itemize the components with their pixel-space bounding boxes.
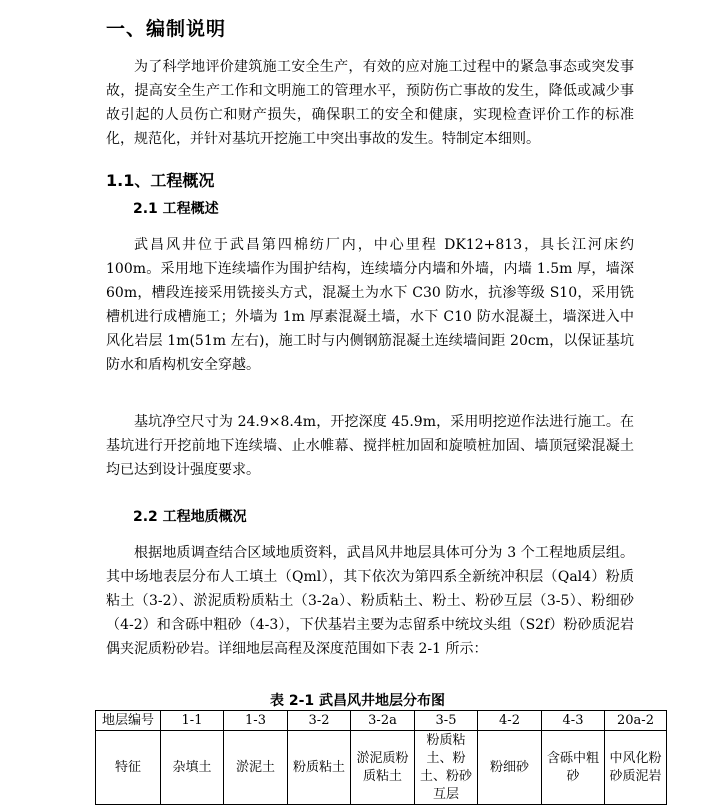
project-overview-paragraph-2: 基坑净空尺寸为 24.9×8.4m，开挖深度 45.9m，采用明挖逆作法进行施工。在基坑进行开挖前地下连续墙、止水帷幕、搅拌桩加固和旋喷桩加固、墙顶冠梁混凝土均已达到设计强度要求。 [106,414,634,478]
table-cell: 特征 [96,731,161,805]
overview-heading: 1.1、工程概况 [106,171,215,190]
project-overview-paragraph-1: 武昌风井位于武昌第四棉纺厂内，中心里程 DK12+813，具长江河床约 100m。采用地下连续墙作为围护结构，连续墙分内墙和外墙，内墙 1.5m 厚，墙深 60m，槽段连接采用铣接头方式，混凝土为水下 C30 防水，抗渗等级 S10，采用铣槽机进行成槽施工；外墙为 1m 厚素混凝土墙，水下 C10 防水混凝土，墙深进入中风化岩层 1m(51m 左右)，施工时与内侧钢筋混凝土连续墙间距 20cm，以保证基坑防水和盾构机安全穿越。 [106,237,634,373]
table-header-cell: 20a-2 [605,711,667,731]
table-cell: 粉质粘土 [288,731,351,805]
geology-heading: 2.2 工程地质概况 [133,509,247,525]
table-header-cell: 1-3 [224,711,288,731]
table-header-cell: 1-1 [161,711,224,731]
table-header-cell: 4-2 [478,711,542,731]
table-header-cell: 4-3 [542,711,605,731]
table-cell: 杂填土 [161,731,224,805]
table-cell: 淤泥土 [224,731,288,805]
table-cell: 中风化粉砂质泥岩 [605,731,667,805]
table-header-cell: 3-5 [415,711,478,731]
table-header-row [96,711,667,731]
table-header-cell: 地层编号 [96,711,161,731]
intro-paragraph: 为了科学地评价建筑施工安全生产，有效的应对施工过程中的紧急事态或突发事故，提高安全生产工作和文明施工的管理水平，预防伤亡事故的发生，降低或减少事故引起的人员伤亡和财产损失，确保职工的安全和健康，实现检查评价工作的标准化，规范化，并针对基坑开挖施工中突出事故的发生。特制定本细则。 [106,59,634,147]
strata-table [95,710,667,805]
table-cell: 粉质粘土、粉土、粉砂互层 [415,731,478,805]
table-cell: 淤泥质粉质粘土 [351,731,415,805]
project-overview-heading: 2.1 工程概述 [133,201,219,217]
table-cell: 含砾中粗砂 [542,731,605,805]
table-feature-row [96,731,667,805]
section-heading: 一、编制说明 [106,18,227,40]
geology-paragraph: 根据地质调查结合区域地质资料，武昌风井地层具体可分为 3 个工程地质层组。其中场地表层分布人工填土（Qml），其下依次为第四系全新统冲积层（Qal4）粉质粘土（3-2）、淤泥质粉质粘土（3-2a）、粉质粘土、粉土、粉砂互层（3-5）、粉细砂（4-2）和含砾中粗砂（4-3），下伏基岩主要为志留系中统坟头组（S2f）粉砂质泥岩偶夹泥质粉砂岩。详细地层高程及深度范围如下表 2-1 所示： [106,545,634,657]
table-cell: 粉细砂 [478,731,542,805]
table-caption: 表 2-1 武昌风井地层分布图 [269,693,446,709]
table-header-cell: 3-2a [351,711,415,731]
table-header-cell: 3-2 [288,711,351,731]
